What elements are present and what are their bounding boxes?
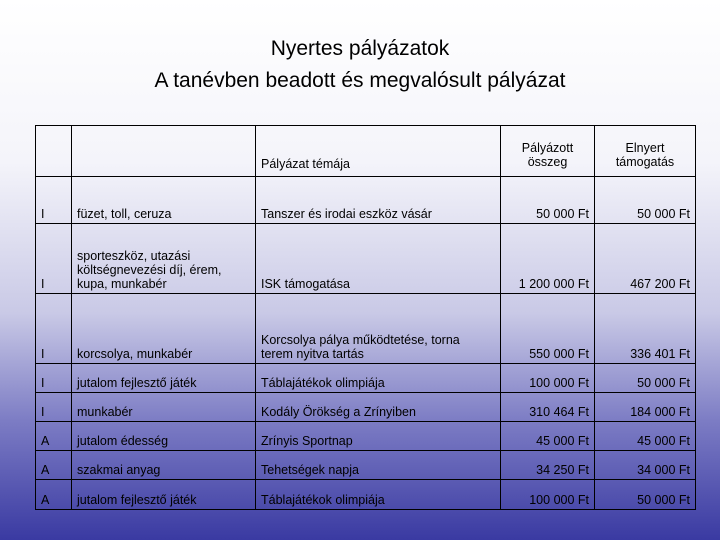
table-row bbox=[36, 224, 696, 294]
row-type: A bbox=[36, 480, 72, 510]
row-topic: ISK támogatása bbox=[256, 224, 501, 294]
row-item: jutalom fejlesztő játék bbox=[72, 480, 256, 510]
row-topic: Korcsolya pálya működtetése, torna terem nyitva tartás bbox=[256, 294, 501, 364]
row-item: sporteszköz, utazási költségnevezési díj, érem, kupa, munkabér bbox=[72, 224, 256, 294]
row-type: I bbox=[36, 393, 72, 422]
row-requested: 100 000 Ft bbox=[501, 364, 595, 393]
row-type: A bbox=[36, 451, 72, 480]
row-requested: 50 000 Ft bbox=[501, 177, 595, 224]
row-topic: Tehetségek napja bbox=[256, 451, 501, 480]
table-row bbox=[36, 480, 696, 510]
row-topic: Zrínyis Sportnap bbox=[256, 422, 501, 451]
row-item: jutalom édesség bbox=[72, 422, 256, 451]
row-item: munkabér bbox=[72, 393, 256, 422]
row-won: 50 000 Ft bbox=[595, 364, 696, 393]
row-type: A bbox=[36, 422, 72, 451]
row-requested: 34 250 Ft bbox=[501, 451, 595, 480]
row-topic: Kodály Örökség a Zrínyiben bbox=[256, 393, 501, 422]
header-item bbox=[72, 126, 256, 177]
table-row bbox=[36, 177, 696, 224]
row-won: 45 000 Ft bbox=[595, 422, 696, 451]
row-type: I bbox=[36, 294, 72, 364]
table-row bbox=[36, 393, 696, 422]
row-type: I bbox=[36, 224, 72, 294]
row-item: jutalom fejlesztő játék bbox=[72, 364, 256, 393]
slide-subtitle: A tanévben beadott és megvalósult pályázat bbox=[154, 69, 566, 92]
row-won: 336 401 Ft bbox=[595, 294, 696, 364]
row-topic: Táblajátékok olimpiája bbox=[256, 480, 501, 510]
row-item: füzet, toll, ceruza bbox=[72, 177, 256, 224]
row-requested: 1 200 000 Ft bbox=[501, 224, 595, 294]
row-type: I bbox=[36, 177, 72, 224]
row-won: 34 000 Ft bbox=[595, 451, 696, 480]
row-won: 50 000 Ft bbox=[595, 480, 696, 510]
row-won: 184 000 Ft bbox=[595, 393, 696, 422]
header-topic: Pályázat témája bbox=[256, 126, 501, 177]
table-row bbox=[36, 294, 696, 364]
row-won: 50 000 Ft bbox=[595, 177, 696, 224]
row-topic: Táblajátékok olimpiája bbox=[256, 364, 501, 393]
row-item: szakmai anyag bbox=[72, 451, 256, 480]
grants-table bbox=[35, 125, 696, 510]
table-row bbox=[36, 364, 696, 393]
slide-title: Nyertes pályázatok bbox=[270, 37, 450, 60]
header-requested-amount: Pályázott összeg bbox=[501, 126, 595, 177]
row-requested: 45 000 Ft bbox=[501, 422, 595, 451]
row-item: korcsolya, munkabér bbox=[72, 294, 256, 364]
row-requested: 310 464 Ft bbox=[501, 393, 595, 422]
row-requested: 550 000 Ft bbox=[501, 294, 595, 364]
header-type bbox=[36, 126, 72, 177]
table-header-row bbox=[36, 126, 696, 177]
table-row bbox=[36, 422, 696, 451]
header-won-amount: Elnyert támogatás bbox=[595, 126, 696, 177]
table-row bbox=[36, 451, 696, 480]
row-requested: 100 000 Ft bbox=[501, 480, 595, 510]
row-won: 467 200 Ft bbox=[595, 224, 696, 294]
row-topic: Tanszer és irodai eszköz vásár bbox=[256, 177, 501, 224]
row-type: I bbox=[36, 364, 72, 393]
